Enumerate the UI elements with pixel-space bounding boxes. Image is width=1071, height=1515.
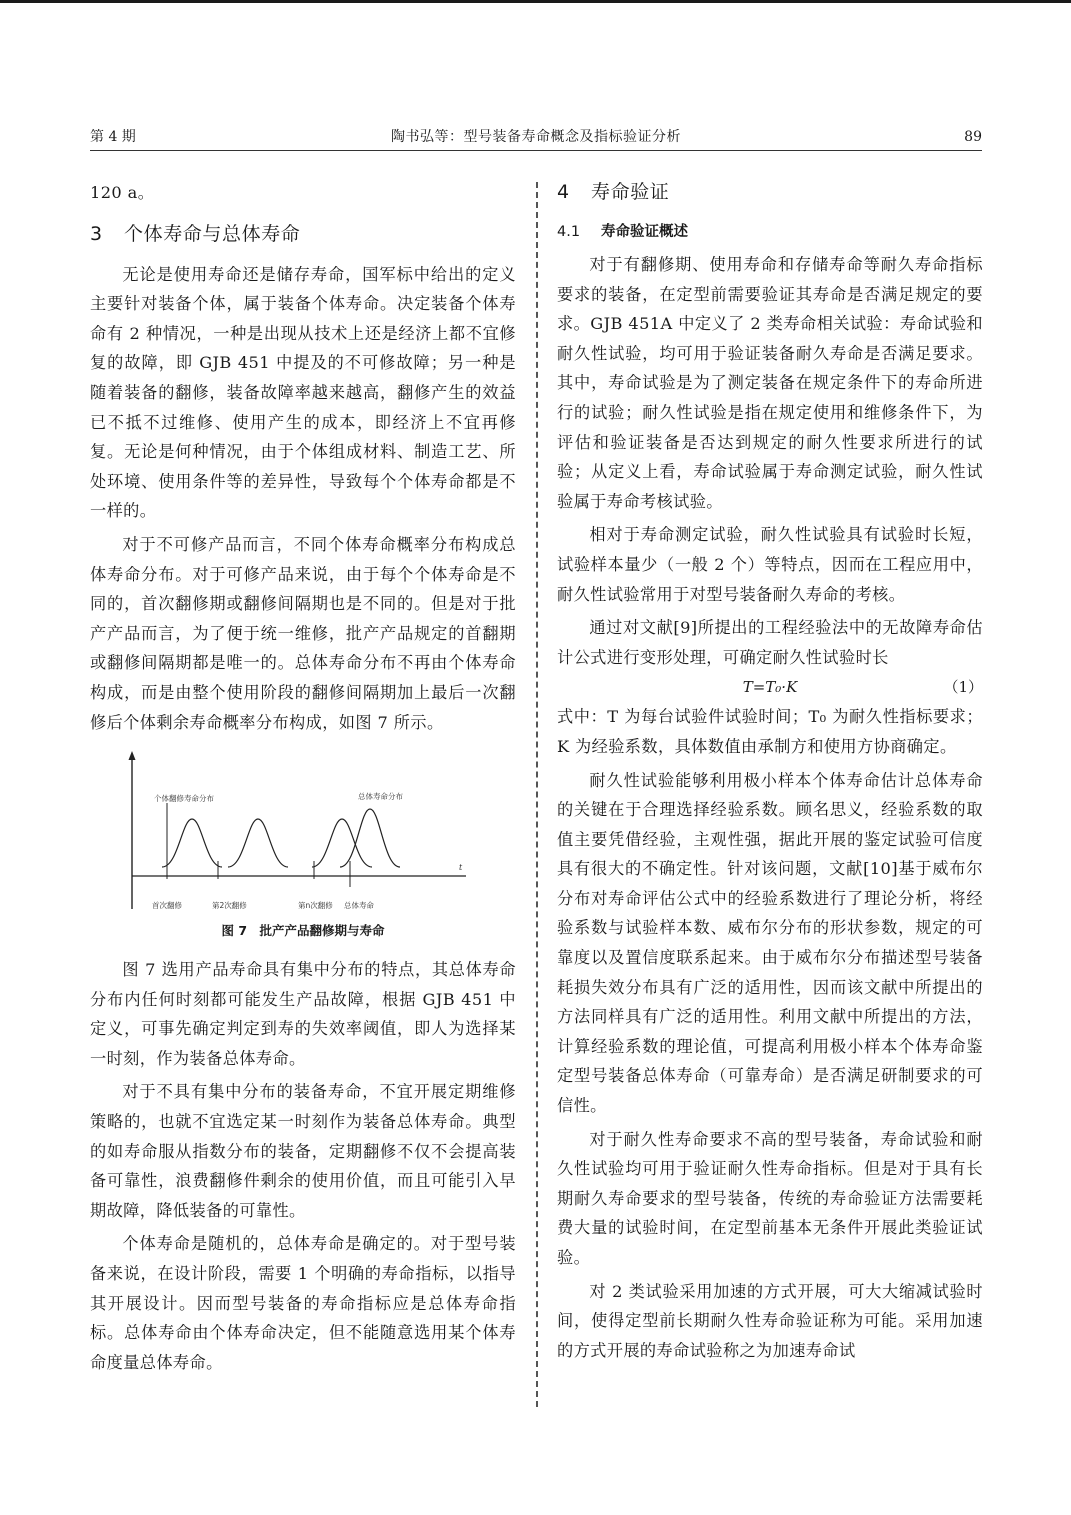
continued-text: 120 a。 [90, 183, 155, 202]
paragraph: 图 7 选用产品寿命具有集中分布的特点，其总体寿命分布内任何时刻都可能发生产品故障，根据 GJB 451 中定义，可事先确定判定到寿的失效率阈值，即人为选择某一时刻，作为装备总体寿命。 [90, 960, 516, 1068]
paragraph: 个体寿命是随机的，总体寿命是确定的。对于型号装备来说，在设计阶段，需要 1 个明确的寿命指标，以指导其开展设计。因而型号装备的寿命指标应是总体寿命指标。总体寿命由个体寿命决定，但不能随意选用某个体寿命度量总体寿命。 [90, 1234, 516, 1372]
equation-1 [557, 672, 983, 702]
overall-life-distribution-label: 总体寿命分布 [358, 792, 403, 802]
paragraph: 无论是使用寿命还是储存寿命，国军标中给出的定义主要针对装备个体，属于装备个体寿命。决定装备个体寿命有 2 种情况，一种是出现从技术上还是经济上都不宜修复的故障，即 GJB 451 中提及的不可修故障；另一种是随着装备的翻修，装备故障率越来越高，翻修产生的效益已不抵不过维修、使用产生的成本，即经济上不宜再修复。无论是何种情况，由于个体组成材料、制造工艺、所处环境、使用条件等的差异性，导致每个个体寿命都是不一样的。 [90, 264, 516, 521]
paragraph: 对于耐久性寿命要求不高的型号装备，寿命试验和耐久性试验均可用于验证耐久性寿命指标。但是对于具有长期耐久寿命要求的型号装备，传统的寿命验证方法需要耗费大量的试验时间，在定型前基本无条件开展此类验证试验。 [557, 1129, 983, 1267]
equation-number: （1） [943, 678, 983, 697]
first-overhaul-label: 首次翻修 [152, 901, 182, 911]
figure-7 [90, 749, 516, 941]
individual-life-curve-2 [228, 819, 288, 867]
overall-life-curve [340, 809, 400, 867]
header-rule [90, 150, 982, 151]
overall-life-label: 总体寿命 [344, 901, 374, 911]
equation-formula: T=T₀·K [742, 678, 798, 697]
individual-life-curve-n [312, 819, 372, 867]
section-3-heading [90, 220, 516, 248]
second-overhaul-label: 第2次翻修 [212, 901, 247, 911]
section-title: 个体寿命与总体寿命 [124, 222, 301, 245]
section-4-heading [557, 178, 983, 206]
section-title: 寿命验证 [591, 181, 670, 203]
individual-life-curve-1 [162, 819, 222, 867]
paragraph: 对 2 类试验采用加速的方式开展，可大大缩减试验时间，使得定型前长期耐久性寿命验证称为可能。采用加速的方式开展的寿命试验称之为加速寿命试 [557, 1281, 983, 1360]
axis-t-label: t [459, 863, 463, 873]
top-rule [0, 0, 1071, 3]
equation-explanation: 式中：T 为每台试验件试验时间；T₀ 为耐久性指标要求；K 为经验系数，具体数值由承制方和使用方协商确定。 [557, 707, 983, 756]
paragraph: 相对于寿命测定试验，耐久性试验具有试验时长短，试验样本量少（一般 2 个）等特点，因而在工程应用中，耐久性试验常用于对型号装备耐久寿命的考核。 [557, 525, 983, 604]
nth-overhaul-label: 第n次翻修 [298, 901, 333, 911]
paragraph: 通过对文献[9]所提出的工程经验法中的无故障寿命估计公式进行变形处理，可确定耐久性试验时长 [557, 618, 983, 667]
subsection-4-1-heading [557, 220, 983, 244]
issue-number: 第 4 期 [90, 129, 136, 145]
paragraph: 耐久性试验能够利用极小样本个体寿命估计总体寿命的关键在于合理选择经验系数。顾名思义，经验系数的取值主要凭借经验，主观性强，据此开展的鉴定试验可信度具有很大的不确定性。针对该问题，文献[10]基于威布尔分布对寿命评估公式中的经验系数进行了理论分析，将经验系数与试验样本数、威布尔分布的形状参数，规定的可靠度以及置信度联系起来。由于威布尔分布描述型号装备耗损失效分布具有广泛的适用性，因而该文献中所提出的方法同样具有广泛的适用性。利用文献中所提出的方法，计算经验系数的理论值，可提高利用极小样本个体寿命鉴定型号装备总体寿命（可靠寿命）是否满足研制要求的可信性。 [557, 770, 983, 1116]
figure-caption: 图 7 批产产品翻修期与寿命 [221, 923, 385, 939]
subsection-title: 寿命验证概述 [601, 224, 688, 240]
section-number: 4 [557, 181, 570, 203]
section-number: 3 [90, 222, 103, 245]
y-axis-arrow [129, 751, 136, 760]
running-title: 陶书弘等：型号装备寿命概念及指标验证分析 [391, 129, 681, 145]
subsection-number: 4.1 [557, 224, 581, 240]
paragraph: 对于不可修产品而言，不同个体寿命概率分布构成总体寿命分布。对于可修产品来说，由于每个个体寿命是不同的，首次翻修期或翻修间隔期也是不同的。但是对于批产产品而言，为了便于统一维修，批产产品规定的首翻期或翻修间隔期都是唯一的。总体寿命分布不再由个体寿命构成，而是由整个使用阶段的翻修间隔期加上最后一次翻修后个体剩余寿命概率分布构成，如图 7 所示。 [90, 534, 516, 732]
individual-life-label: 个体翻修寿命分布 [154, 794, 214, 804]
page-number: 89 [964, 129, 982, 145]
paragraph: 对于不具有集中分布的装备寿命，不宜开展定期维修策略的，也就不宜选定某一时刻作为装备总体寿命。典型的如寿命服从指数分布的装备，定期翻修不仅不会提高装备可靠性，浪费翻修件剩余的使用价值，而且可能引入早期故障，降低装备的可靠性。 [90, 1082, 516, 1220]
right-column [557, 178, 983, 1365]
column-divider [536, 182, 538, 1407]
left-column [90, 178, 516, 1377]
paragraph: 对于有翻修期、使用寿命和存储寿命等耐久寿命指标要求的装备，在定型前需要验证其寿命是否满足规定的要求。GJB 451A 中定义了 2 类寿命相关试验：寿命试验和耐久性试验，均可用于验证装备耐久寿命是否满足要求。其中，寿命试验是为了测定装备在规定条件下的寿命所进行的试验；耐久性试验是指在规定使用和维修条件下，为评估和验证装备是否达到规定的耐久性要求所进行的试验；从定义上看，寿命试验属于寿命测定试验，耐久性试验属于寿命考核试验。 [557, 255, 983, 511]
overhaul-life-diagram [122, 749, 472, 913]
